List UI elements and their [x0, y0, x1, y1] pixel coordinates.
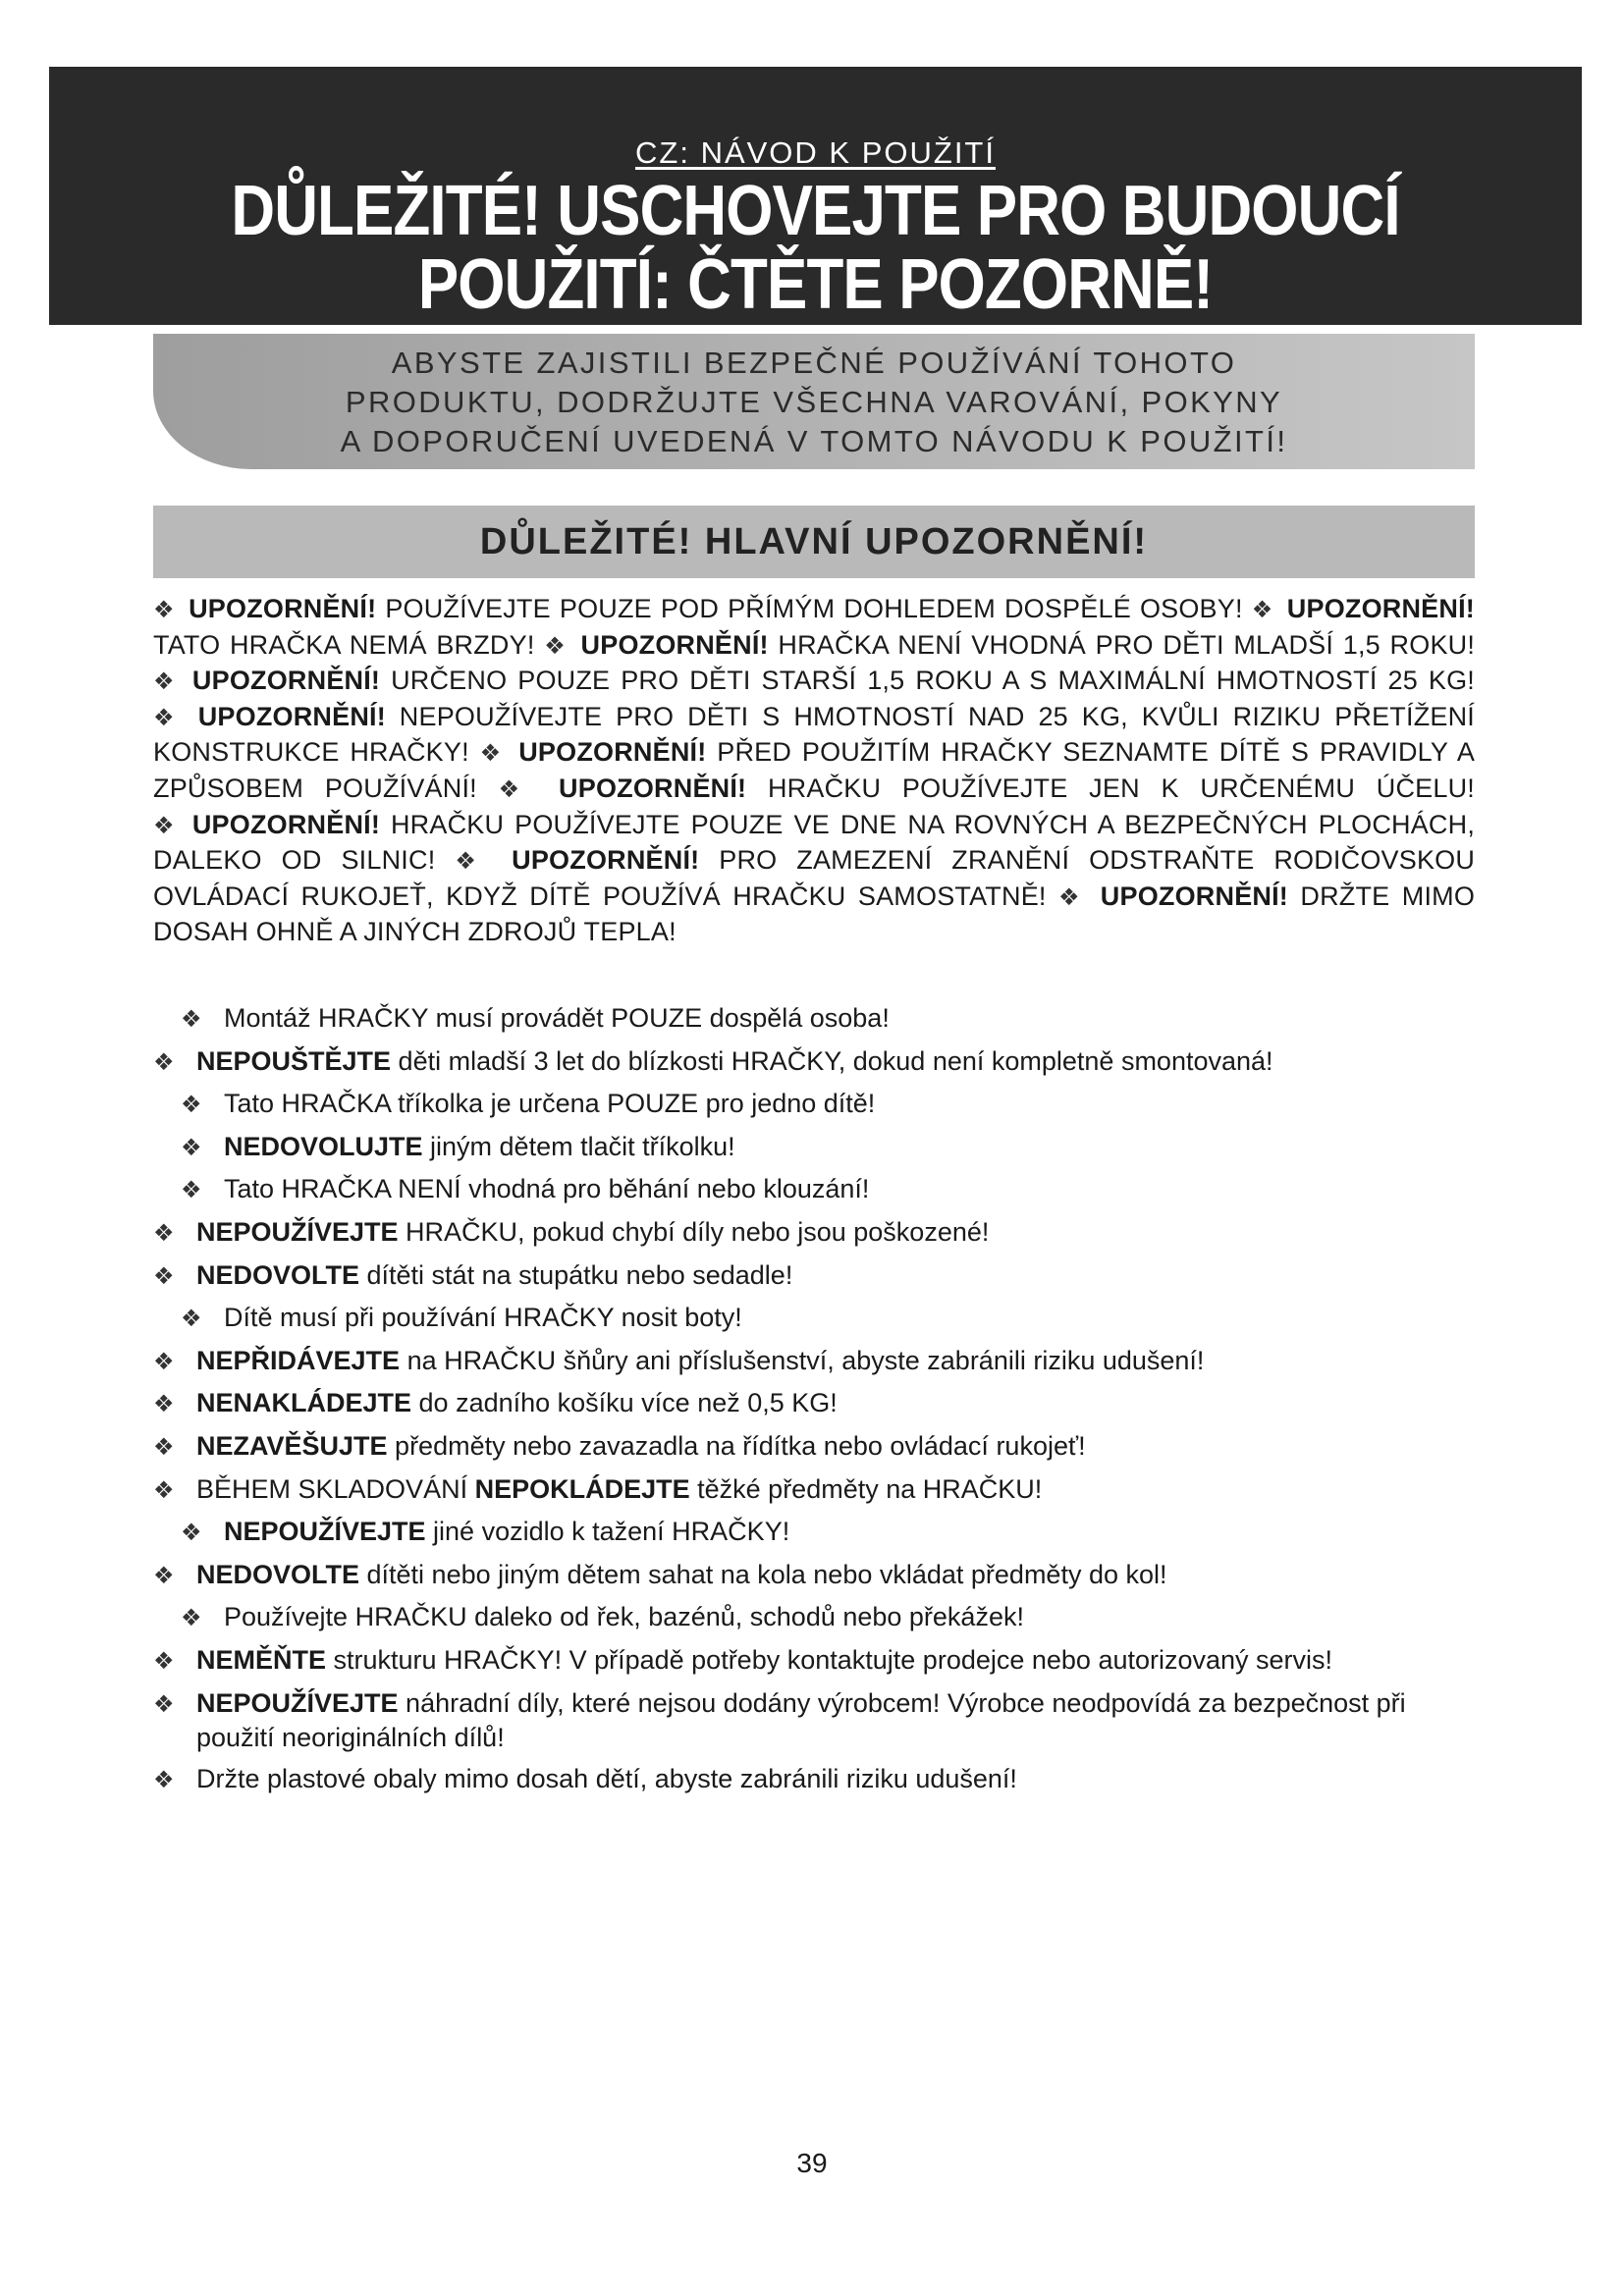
warning-word: KDYŽ [446, 881, 517, 911]
warning-word: URČENO [391, 666, 508, 696]
warning-line [153, 663, 1475, 699]
warning-word: POUŽÍVEJTE [514, 809, 680, 839]
warning-word: OSOBY! [1139, 594, 1243, 623]
warning-word: RUKOJEŤ, [300, 881, 434, 911]
warning-word: HRAČKU [732, 881, 846, 911]
bullet-text [224, 1515, 1483, 1549]
warning-word: MAXIMÁLNÍ [1057, 666, 1206, 696]
diamond-bullet-icon: ❖ [181, 1177, 202, 1204]
warning-word: POUZE [690, 809, 784, 839]
diamond-bullet-icon: ❖ [181, 1006, 202, 1033]
bullet-body: Dítě musí při používání HRAČKY nosit boty! [224, 1303, 742, 1333]
diamond-bullet-icon: ❖ [181, 1306, 202, 1333]
manual-title-line-2: POUŽITÍ: ČTĚTE POZORNĚ! [417, 245, 1214, 324]
warning-word: POUŽÍVEJTE [385, 594, 551, 623]
warning-line [153, 699, 1475, 735]
diamond-bullet-icon: ❖ [153, 1391, 175, 1418]
bullet-emphasis: NEDOVOLUJTE [224, 1131, 423, 1161]
warning-word: PRO [621, 666, 679, 696]
warning-word: MLADŠÍ [1233, 629, 1334, 660]
warning-word: POD [660, 594, 720, 623]
warning-label: UPOZORNĚNÍ! [518, 737, 707, 768]
safety-bullet-item [153, 1600, 1528, 1635]
diamond-bullet-icon: ❖ [181, 1134, 202, 1161]
warning-line [153, 591, 1475, 627]
bullet-text [196, 1429, 1483, 1464]
warning-word: NENÍ [897, 629, 962, 660]
bullet-text [224, 1172, 1483, 1206]
intro-line-1: ABYSTE ZAJISTILI BEZPEČNÉ POUŽÍVÁNÍ TOHOTO [391, 346, 1237, 380]
diamond-bullet-icon: ❖ [455, 848, 489, 876]
warning-word: HRAČKA [778, 629, 889, 660]
warning-word: JEN [1089, 773, 1140, 803]
warning-label: UPOZORNĚNÍ! [191, 666, 381, 696]
warning-word: HRAČKY [941, 737, 1053, 768]
diamond-bullet-icon: ❖ [544, 632, 568, 660]
warning-word: VHODNÁ [971, 629, 1086, 660]
warning-word: RIZIKU [1232, 701, 1322, 731]
bullet-text [224, 1001, 1483, 1036]
warning-word: 25 [1387, 666, 1418, 696]
safety-bullet-item [153, 1087, 1528, 1122]
diamond-bullet-icon: ❖ [153, 668, 178, 696]
warning-word: PLOCHÁCH, [1318, 809, 1476, 839]
diamond-bullet-icon: ❖ [181, 1605, 202, 1632]
warning-word: POUŽÍVÁNÍ! [324, 773, 477, 803]
warning-word: DNE [839, 809, 897, 839]
warning-word: SILNIC! [341, 845, 436, 876]
warning-word: PRO [719, 845, 778, 876]
intro-text [153, 344, 1475, 461]
safety-bullet-item [153, 1001, 1528, 1037]
warning-word: MIMO [1401, 881, 1476, 911]
warning-word: POUŽITÍM [801, 737, 931, 768]
warning-label: UPOZORNĚNÍ! [189, 594, 377, 623]
warning-word: KG! [1428, 666, 1475, 696]
bullet-text [196, 1558, 1483, 1592]
warning-line [153, 771, 1475, 807]
warning-word: 1,5 [1342, 629, 1380, 660]
bullet-emphasis: NEPOUŠTĚJTE [196, 1045, 392, 1076]
warning-word: ÚČELU! [1376, 773, 1475, 803]
warning-word: OVLÁDACÍ [153, 881, 290, 911]
warning-word: HRAČKU [390, 809, 505, 839]
diamond-bullet-icon: ❖ [153, 812, 178, 839]
warning-word: ZDROJŮ [467, 917, 577, 947]
bullet-body: děti mladší 3 let do blízkosti HRAČKY, dokud není kompletně smontovaná! [391, 1045, 1273, 1076]
bullet-text [196, 1386, 1483, 1420]
bullet-emphasis: NEPOUŽÍVEJTE [196, 1687, 399, 1718]
warning-word: S [762, 701, 781, 731]
warning-word: NEMÁ [349, 629, 427, 660]
warning-label: UPOZORNĚNÍ! [559, 773, 747, 803]
warning-word: JINÝCH [363, 917, 460, 947]
warning-word: OHNĚ [255, 917, 334, 947]
diamond-bullet-icon: ❖ [1058, 883, 1085, 911]
safety-bullet-list [153, 1001, 1528, 1805]
warning-word: DOSPĚLÉ [1003, 594, 1131, 623]
bullet-body: HRAČKU, pokud chybí díly nebo jsou poškozené! [398, 1216, 990, 1247]
warning-word: BEZPEČNÝCH [1124, 809, 1308, 839]
warning-label: UPOZORNĚNÍ! [1286, 594, 1475, 623]
section-title: DŮLEŽITÉ! HLAVNÍ UPOZORNĚNÍ! [479, 521, 1149, 562]
warning-word: S [1290, 737, 1310, 768]
diamond-bullet-icon: ❖ [479, 740, 505, 768]
warning-word: PŘÍMÝM [728, 594, 836, 623]
safety-bullet-item [153, 1643, 1528, 1679]
bullet-text [196, 1643, 1483, 1678]
safety-bullet-item [153, 1472, 1528, 1508]
warning-word: HMOTNOSTÍ [1216, 666, 1378, 696]
bullet-body: Používejte HRAČKU daleko od řek, bazénů, schodů nebo překážek! [224, 1602, 1024, 1632]
warning-word: POUZE [517, 666, 611, 696]
diamond-bullet-icon: ❖ [153, 1690, 175, 1718]
diamond-bullet-icon: ❖ [153, 1476, 175, 1504]
bullet-body: na HRAČKU šňůry ani příslušenství, abyste zabránili riziku udušení! [400, 1345, 1205, 1375]
warning-line [153, 842, 1475, 879]
diamond-bullet-icon: ❖ [153, 1262, 175, 1290]
bullet-body: jiným dětem tlačit tříkolku! [422, 1131, 735, 1161]
warning-label: UPOZORNĚNÍ! [580, 629, 769, 660]
intro-band [153, 334, 1475, 469]
bullet-text [224, 1087, 1483, 1121]
warning-word: KVŮLI [1141, 701, 1219, 731]
warning-word: 25 [1038, 701, 1068, 731]
diamond-bullet-icon: ❖ [153, 1433, 175, 1461]
warning-word: ROVNÝCH [953, 809, 1089, 839]
bullet-emphasis: NEPOUŽÍVEJTE [196, 1216, 399, 1247]
page-number: 39 [796, 2148, 828, 2178]
warning-word: HRAČKA [229, 629, 341, 660]
diamond-bullet-icon: ❖ [153, 1348, 175, 1375]
warning-word: DĚTI [687, 701, 749, 731]
warning-word: TEPLA! [583, 917, 677, 947]
safety-bullet-item [153, 1215, 1528, 1251]
warning-word: DÍTĚ [1218, 737, 1281, 768]
warning-word: HMOTNOSTÍ [793, 701, 955, 731]
warning-word: VE [793, 809, 830, 839]
main-warnings-paragraph [153, 591, 1475, 950]
warning-label: UPOZORNĚNÍ! [512, 845, 700, 876]
safety-bullet-item [153, 1515, 1528, 1550]
diamond-bullet-icon: ❖ [153, 1767, 175, 1794]
warning-word: ODSTRAŇTE [1089, 845, 1255, 876]
warning-word: DALEKO [153, 845, 262, 876]
warning-line [153, 627, 1475, 664]
intro-line-3: A DOPORUČENÍ UVEDENÁ V TOMTO NÁVODU K POUŽITÍ! [340, 424, 1288, 458]
warning-word: NEPOUŽÍVEJTE [399, 701, 603, 731]
warning-label: UPOZORNĚNÍ! [1100, 881, 1288, 911]
diamond-bullet-icon: ❖ [153, 1048, 175, 1076]
warning-word: PŘED [717, 737, 792, 768]
safety-bullet-item [153, 1429, 1528, 1465]
bullet-emphasis: NEDOVOLTE [196, 1259, 360, 1290]
bullet-emphasis: NEDOVOLTE [196, 1559, 360, 1589]
warning-label: UPOZORNĚNÍ! [197, 701, 386, 731]
warning-line [153, 914, 1475, 950]
bullet-text [224, 1130, 1483, 1164]
safety-bullet-item [153, 1558, 1528, 1593]
warning-word: SEZNAMTE [1062, 737, 1209, 768]
warning-word: POUŽÍVÁ [602, 881, 721, 911]
warning-word: PRO [1095, 629, 1154, 660]
warning-word: A [339, 917, 356, 947]
bullet-body: do zadního košíku více než 0,5 KG! [411, 1388, 838, 1418]
bullet-body: těžké předměty na HRAČKU! [689, 1473, 1043, 1504]
warning-word: PRO [616, 701, 675, 731]
warning-line [153, 807, 1475, 843]
bullet-text [196, 1215, 1483, 1250]
bullet-body: náhradní díly, které nejsou dodány výrobcem! Výrobce neodpovídá za bezpečnost při použití neoriginálních dílů! [196, 1687, 1406, 1752]
warning-word: ZAMEZENÍ [796, 845, 933, 876]
warning-line [153, 879, 1475, 915]
bullet-text [196, 1344, 1483, 1378]
warning-word: RODIČOVSKOU [1273, 845, 1476, 876]
manual-title-line-1: DŮLEŽITÉ! USCHOVEJTE PRO BUDOUCÍ [231, 172, 1400, 250]
warning-word: DOHLEDEM [843, 594, 996, 623]
diamond-bullet-icon: ❖ [153, 704, 181, 731]
bullet-body: jiné vozidlo k tažení HRAČKY! [425, 1517, 790, 1547]
bullet-body: Montáž HRAČKY musí provádět POUZE dospělá osoba! [224, 1003, 890, 1033]
diamond-bullet-icon: ❖ [498, 775, 534, 803]
warning-word: POUŽÍVEJTE [901, 773, 1068, 803]
section-band [153, 506, 1475, 578]
bullet-text [196, 1762, 1483, 1796]
safety-bullet-item [153, 1301, 1528, 1336]
diamond-bullet-icon: ❖ [153, 597, 177, 623]
warning-word: POUZE [559, 594, 652, 623]
warning-word: 1,5 [867, 666, 905, 696]
warning-word: PRAVIDLY [1319, 737, 1448, 768]
safety-bullet-item [153, 1386, 1528, 1421]
warning-word: DĚTI [1163, 629, 1224, 660]
safety-bullet-item [153, 1344, 1528, 1379]
warning-word: NA [907, 809, 944, 839]
warning-word: DĚTI [689, 666, 751, 696]
manual-title [156, 172, 1474, 324]
safety-bullet-item [153, 1172, 1528, 1207]
bullet-body: Držte plastové obaly mimo dosah dětí, abyste zabránili riziku udušení! [196, 1764, 1017, 1794]
warning-word: HRAČKU [767, 773, 882, 803]
diamond-bullet-icon: ❖ [181, 1520, 202, 1547]
warning-word: URČENÉMU [1200, 773, 1356, 803]
warning-word: A [1097, 809, 1114, 839]
safety-bullet-item [153, 1044, 1528, 1080]
warning-word: ZPŮSOBEM [153, 773, 304, 803]
diamond-bullet-icon: ❖ [153, 1562, 175, 1589]
warning-word: A [1456, 737, 1476, 768]
warning-word: A [1001, 666, 1019, 696]
bullet-body: strukturu HRAČKY! V případě potřeby kontaktujte prodejce nebo autorizovaný servis! [326, 1644, 1333, 1675]
bullet-text [196, 1472, 1483, 1507]
warning-word: TATO [153, 629, 221, 660]
bullet-emphasis: NEMĚŇTE [196, 1644, 327, 1675]
diamond-bullet-icon: ❖ [153, 1647, 175, 1675]
warning-word: K [1161, 773, 1179, 803]
warning-word: SAMOSTATNĚ! [857, 881, 1047, 911]
warning-word: DRŽTE [1300, 881, 1390, 911]
bullet-body: předměty nebo zavazadla na řídítka nebo ovládací rukojeť! [387, 1430, 1086, 1461]
warning-word: S [1029, 666, 1048, 696]
safety-bullet-item [153, 1762, 1528, 1797]
warning-word: ZRANĚNÍ [951, 845, 1070, 876]
bullet-body: dítěti nebo jiným dětem sahat na kola nebo vkládat předměty do kol! [359, 1559, 1167, 1589]
intro-line-2: PRODUKTU, DODRŽUJTE VŠECHNA VAROVÁNÍ, POKYNY [345, 385, 1283, 419]
diamond-bullet-icon: ❖ [1251, 597, 1274, 623]
bullet-text [224, 1600, 1483, 1634]
warning-label: UPOZORNĚNÍ! [191, 809, 381, 839]
bullet-text [196, 1258, 1483, 1293]
warning-word: KONSTRUKCE [153, 737, 340, 768]
warning-word: PŘETÍŽENÍ [1334, 701, 1475, 731]
bullet-text [224, 1301, 1483, 1335]
warning-word: DÍTĚ [529, 881, 591, 911]
bullet-body: Tato HRAČKA tříkolka je určena POUZE pro jedno dítě! [224, 1089, 876, 1119]
bullet-emphasis: NENAKLÁDEJTE [196, 1388, 412, 1418]
header-band [49, 67, 1582, 325]
warning-word: STARŠÍ [761, 666, 857, 696]
bullet-text [196, 1044, 1483, 1079]
diamond-bullet-icon: ❖ [181, 1092, 202, 1119]
bullet-text [196, 1686, 1483, 1755]
warning-word: NAD [967, 701, 1025, 731]
warning-word: HRAČKY! [350, 737, 469, 768]
bullet-prefix: BĚHEM SKLADOVÁNÍ [196, 1473, 475, 1504]
bullet-emphasis: NEZAVĚŠUJTE [196, 1430, 388, 1461]
warning-word: ROKU [915, 666, 994, 696]
manual-subtitle: CZ: NÁVOD K POUŽITÍ [635, 135, 996, 170]
safety-bullet-item [153, 1686, 1528, 1755]
warning-word: OD [281, 845, 322, 876]
diamond-bullet-icon: ❖ [153, 1219, 175, 1247]
bullet-body: dítěti stát na stupátku nebo sedadle! [359, 1259, 793, 1290]
safety-bullet-item [153, 1130, 1528, 1165]
warning-word: BRZDY! [436, 629, 535, 660]
warning-line [153, 734, 1475, 771]
bullet-emphasis: NEPOUŽÍVEJTE [224, 1517, 426, 1547]
safety-bullet-item [153, 1258, 1528, 1294]
warning-word: DOSAH [153, 917, 249, 947]
bullet-emphasis: NEPŘIDÁVEJTE [196, 1345, 401, 1375]
warning-word: KG, [1081, 701, 1128, 731]
warning-word: ROKU! [1389, 629, 1476, 660]
bullet-emphasis: NEPOKLÁDEJTE [474, 1473, 690, 1504]
bullet-body: Tato HRAČKA NENÍ vhodná pro běhání nebo klouzání! [224, 1174, 870, 1204]
